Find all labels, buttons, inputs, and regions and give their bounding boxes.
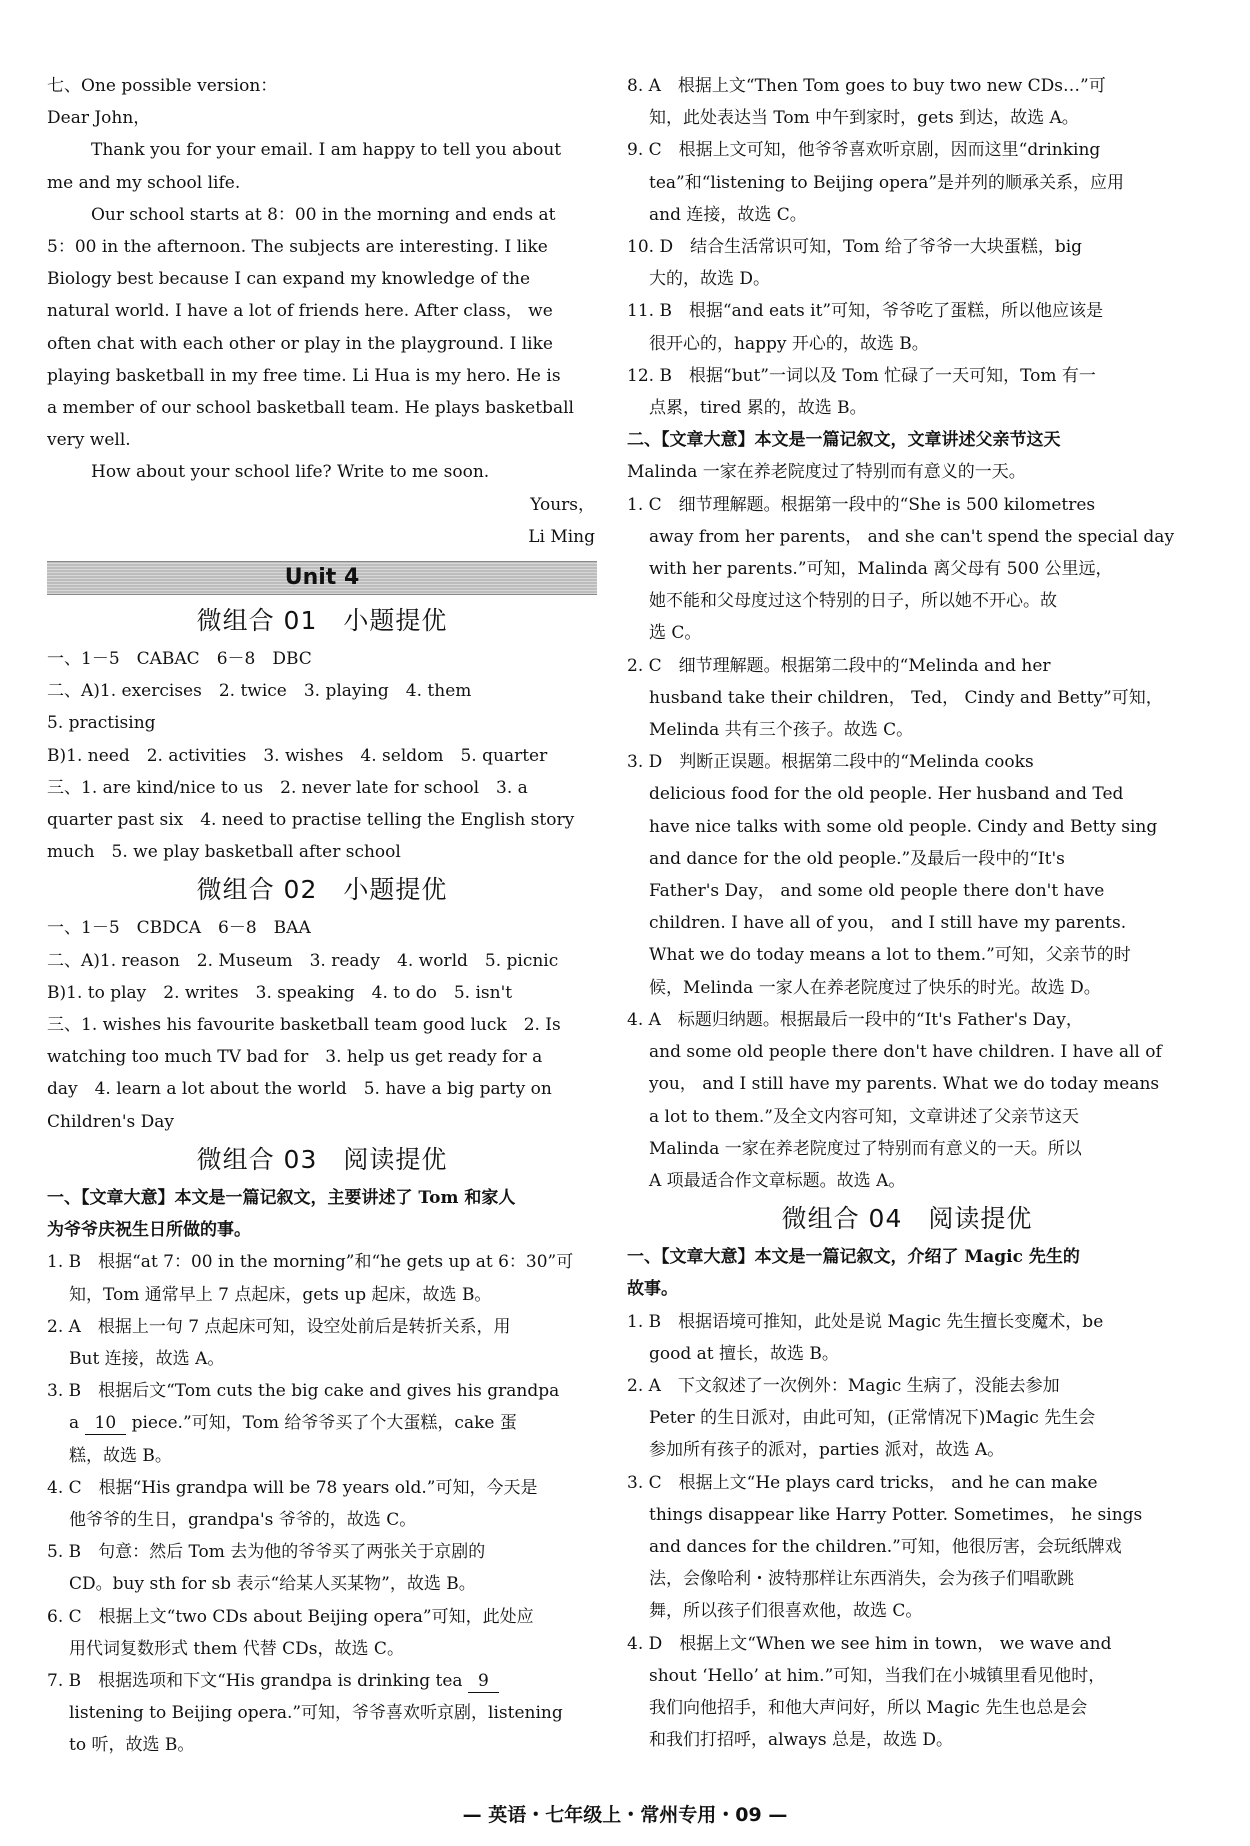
summary-line: 为爷爷庆祝生日所做的事。 (47, 1220, 251, 1241)
answer-line: 用代词复数形式 them 代替 CDs，故选 C。 (69, 1638, 404, 1659)
answer-line: 很开心的，happy 开心的，故选 B。 (649, 333, 929, 354)
answer-line: 她不能和父母度过这个特别的日子，所以她不开心。故 (649, 591, 1057, 612)
answer-line: much 5. we play basketball after school (47, 842, 401, 863)
answer-line: 12. B 根据“but”一词以及 Tom 忙碌了一天可知，Tom 有一 (627, 365, 1096, 386)
answer-line: 三、1. are kind/nice to us 2. never late for school 3. a (47, 777, 528, 798)
answer-line: 1. B 根据语境可推知，此处是说 Magic 先生擅长变魔术，be (627, 1311, 1104, 1332)
letter-line: a member of our school basketball team. He plays basketball (47, 398, 574, 419)
answer-text: 7. B 根据选项和下文“His grandpa is drinking tea (47, 1670, 463, 1691)
answer-line: 舞，所以孩子们很喜欢他，故选 C。 (649, 1601, 923, 1622)
answer-line: husband take their children， Ted， Cindy and Betty”可知， (649, 687, 1163, 708)
answer-line: 1. C 细节理解题。根据第一段中的“She is 500 kilometres (627, 494, 1096, 515)
summary-line: 一、【文章大意】本文是一篇记叙文，介绍了 Magic 先生的 (627, 1247, 1080, 1268)
answer-line: 4. C 根据“His grandpa will be 78 years old.”可知，今天是 (47, 1477, 538, 1498)
left-column (47, 70, 597, 1762)
answer-text: piece.”可知，Tom 给爷爷买了个大蛋糕，cake 蛋 (131, 1413, 517, 1434)
unit-title: Unit 4 (47, 561, 597, 595)
answer-line: have nice talks with some old people. Cindy and Betty sing (649, 816, 1158, 837)
answer-line: But 连接，故选 A。 (69, 1348, 225, 1369)
answer-line: 3. C 根据上文“He plays card tricks， and he can make (627, 1472, 1098, 1493)
answer-line: 他爷爷的生日，grandpa's 爷爷的，故选 C。 (69, 1509, 417, 1530)
blank-answer: 10 (85, 1412, 127, 1435)
answer-line: 二、A)1. reason 2. Museum 3. ready 4. world 5. picnic (47, 950, 559, 971)
answer-line: 点累，tired 累的，故选 B。 (649, 398, 867, 419)
answer-line: and dance for the old people.”及最后一段中的“It's (649, 848, 1065, 869)
answer-line: and dances for the children.”可知，他很厉害，会玩纸牌戏 (649, 1536, 1122, 1557)
letter-line: very well. (47, 430, 131, 451)
answer-line: 1. B 根据“at 7：00 in the morning”和“he gets up at 6：30”可 (47, 1252, 574, 1273)
letter-line: Biology best because I can expand my knowledge of the (47, 269, 531, 290)
answer-line: 知，Tom 通常早上 7 点起床，gets up 起床，故选 B。 (69, 1284, 492, 1305)
answer-line: 选 C。 (649, 623, 702, 644)
letter-line: 5：00 in the afternoon. The subjects are interesting. I like (47, 237, 548, 258)
answer-line: 大的，故选 D。 (649, 269, 771, 290)
answer-line: delicious food for the old people. Her husband and Ted (649, 784, 1124, 805)
answer-line: and some old people there don't have children. I have all of (649, 1042, 1162, 1063)
answer-line: Melinda 共有三个孩子。故选 C。 (649, 720, 914, 741)
letter-header: 七、One possible version： (47, 76, 278, 96)
answer-line: 法，会像哈利・波特那样让东西消失，会为孩子们唱歌跳 (649, 1569, 1074, 1590)
answer-line: 2. A 根据上一句 7 点起床可知，设空处前后是转折关系，用 (47, 1316, 511, 1337)
letter-salutation: Dear John， (47, 108, 151, 129)
answer-line: Peter 的生日派对，由此可知，(正常情况下)Magic 先生会 (649, 1408, 1096, 1429)
section-title-g03: 微组合 03 阅读提优 (196, 1144, 448, 1174)
summary-line: 故事。 (627, 1279, 678, 1300)
answer-line: good at 擅长，故选 B。 (649, 1343, 839, 1364)
answer-line: 4. A 标题归纳题。根据最后一段中的“It's Father's Day， (627, 1009, 1083, 1030)
answer-line: 6. C 根据上文“two CDs about Beijing opera”可知，此处应 (47, 1606, 534, 1627)
letter-line: natural world. I have a lot of friends here. After class， we (47, 301, 553, 322)
answer-line: things disappear like Harry Potter. Sometimes， he sings (649, 1504, 1143, 1525)
answer-line: to 听，故选 B。 (69, 1735, 195, 1756)
answer-line: watching too much TV bad for 3. help us get ready for a (47, 1047, 543, 1068)
answer-line (47, 1665, 597, 1697)
section-title-g04: 微组合 04 阅读提优 (781, 1204, 1033, 1234)
answer-line: 10. D 结合生活常识可知，Tom 给了爷爷一大块蛋糕，big (627, 237, 1083, 258)
answer-line: What we do today means a lot to them.”可知，父亲节的时 (649, 945, 1131, 966)
answer-line: 二、A)1. exercises 2. twice 3. playing 4. them (47, 681, 472, 702)
summary-line: 一、【文章大意】本文是一篇记叙文，主要讲述了 Tom 和家人 (47, 1187, 516, 1208)
answer-line: listening to Beijing opera.”可知，爷爷喜欢听京剧，listening (69, 1703, 563, 1724)
section-title-g02: 微组合 02 小题提优 (196, 875, 448, 905)
answer-line: away from her parents， and she can't spend the special day (649, 526, 1175, 547)
answer-line: tea”和“listening to Beijing opera”是并列的顺承关系，应用 (649, 172, 1125, 193)
letter-line: often chat with each other or play in the playground. I like (47, 333, 553, 354)
letter-line: Our school starts at 8：00 in the morning and ends at (91, 204, 556, 225)
answer-line: 2. A 下文叙述了一次例外：Magic 生病了，没能去参加 (627, 1375, 1060, 1396)
letter-line: How about your school life? Write to me soon. (91, 462, 490, 483)
answer-line: Children's Day (47, 1111, 175, 1132)
answer-line: quarter past six 4. need to practise telling the English story (47, 810, 575, 831)
page-footer: — 英语・七年级上・常州专用・09 — (462, 1804, 788, 1826)
answer-line: 3. B 根据后文“Tom cuts the big cake and gives his grandpa (47, 1381, 560, 1402)
answer-line: Father's Day， and some old people there don't have (649, 881, 1105, 902)
answer-line: children. I have all of you， and I still have my parents. (649, 913, 1127, 934)
blank-answer: 9 (468, 1670, 499, 1693)
answer-line: 4. D 根据上文“When we see him in town， we wave and (627, 1633, 1112, 1654)
summary-line: Malinda 一家在养老院度过了特别而有意义的一天。 (627, 462, 1026, 483)
answer-line: 11. B 根据“and eats it”可知，爷爷吃了蛋糕，所以他应该是 (627, 301, 1104, 322)
answer-line: 5. B 句意：然后 Tom 去为他的爷爷买了两张关于京剧的 (47, 1542, 486, 1563)
answer-line: A 项最适合作文章标题。故选 A。 (649, 1170, 906, 1191)
answer-line: 5. practising (47, 713, 156, 734)
letter-line: playing basketball in my free time. Li Hua is my hero. He is (47, 365, 561, 386)
answer-line: 和我们打招呼，always 总是，故选 D。 (649, 1730, 954, 1751)
answer-text: a (69, 1413, 80, 1434)
answer-line: 2. C 细节理解题。根据第二段中的“Melinda and her (627, 655, 1051, 676)
answer-line: 我们向他招手，和他大声问好，所以 Magic 先生也总是会 (649, 1697, 1088, 1718)
answer-line: 9. C 根据上文可知，他爷爷喜欢听京剧，因而这里“drinking (627, 140, 1101, 161)
answer-line: 糕，故选 B。 (69, 1445, 172, 1466)
answer-line: B)1. to play 2. writes 3. speaking 4. to do 5. isn't (47, 982, 513, 1003)
answer-line: and 连接，故选 C。 (649, 204, 807, 225)
answer-line: 一、1－5 CABAC 6－8 DBC (47, 649, 312, 670)
letter-signature: Li Ming (528, 526, 595, 547)
letter-closing: Yours， (530, 494, 595, 515)
answer-line: 3. D 判断正误题。根据第二段中的“Melinda cooks (627, 752, 1034, 773)
answer-line: a lot to them.”及全文内容可知，文章讲述了父亲节这天 (649, 1106, 1079, 1127)
letter-line: Thank you for your email. I am happy to tell you about (91, 140, 562, 161)
answer-line: 知，此处表达当 Tom 中午到家时，gets 到达，故选 A。 (649, 108, 1079, 129)
answer-line: 三、1. wishes his favourite basketball team good luck 2. Is (47, 1015, 561, 1036)
answer-line: shout ‘Hello’ at him.”可知，当我们在小城镇里看见他时， (649, 1665, 1106, 1686)
answer-line: B)1. need 2. activities 3. wishes 4. seldom 5. quarter (47, 745, 548, 766)
answer-line: CD。buy sth for sb 表示“给某人买某物”，故选 B。 (69, 1574, 476, 1595)
answer-line: with her parents.”可知，Malinda 离父母有 500 公里远， (649, 559, 1113, 580)
letter-line: me and my school life. (47, 172, 241, 193)
answer-line: Malinda 一家在养老院度过了特别而有意义的一天。所以 (649, 1138, 1082, 1159)
answer-line: day 4. learn a lot about the world 5. have a big party on (47, 1079, 552, 1100)
answer-line: 候，Melinda 一家人在养老院度过了快乐的时光。故选 D。 (649, 977, 1101, 998)
answer-line: 参加所有孩子的派对，parties 派对，故选 A。 (649, 1440, 1005, 1461)
answer-line: 一、1－5 CBDCA 6－8 BAA (47, 918, 311, 939)
summary-line: 二、【文章大意】本文是一篇记叙文，文章讲述父亲节这天 (627, 430, 1061, 451)
answer-line (47, 1407, 597, 1439)
right-column (627, 70, 1187, 1756)
section-title-g01: 微组合 01 小题提优 (196, 606, 448, 636)
answer-line: you， and I still have my parents. What we do today means (649, 1074, 1160, 1095)
answer-line: 8. A 根据上文“Then Tom goes to buy two new CDs…”可 (627, 76, 1106, 96)
